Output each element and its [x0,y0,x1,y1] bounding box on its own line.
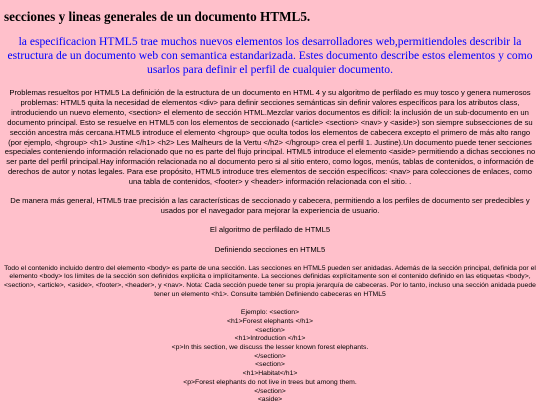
code-line: <section> [255,361,285,369]
code-line: <h1>Habitat</h1> [242,370,298,378]
problems-paragraph: Problemas resueltos por HTML5 La definición de la estructura de un documento en HTML 4 y su algoritmo de perfilado es muy tosco y genera numerosos problemas: HTML5 quita la necesidad de elementos <div> para definir secciones semánticas sin definir valores específicos para los atributos class, introduciendo un nuevo elemento, <section> el elemento de sección HTML.Mezclar varios documentos es difícil: la inclusión de un sub-documento en un documento principal. Esto se resuelve en HTML5 con los elementos de seccionado (<article> <section> <nav> y <aside>) son siempre subsecciones de su sección ancestra más cercana.HTML5 introduce el elemento <hgroup> que oculta todos los elementos de cabecera excepto el primero de más alto rango (por ejemplo, <hgroup> <h1> Justine </h1> <h2> Les Malheurs de la Vertu </h2> </hgroup> crea el perfil 1. Justine).Un documento puede tener secciones especiales conteniendo información relacionado que no es parte del flujo principal. HTML5 introduce el elemento <aside> permitiendo a dichas secciones no ser parte del perfil principal.Hay información relacionada no al documento pero si al sitio entero, como logos, menús, tablas de contenidos, o información de derechos de autor y notas legales. Para ese propósito, HTML5 introduce tres elementos de sección específicos: <nav> para colecciones de enlaces, como una tabla de contenidos, <footer> y <header> información relacionada con el sitio. . [4,88,536,187]
sections-paragraph: Todo el contenido incluido dentro del elemento <body> es parte de una sección. Las secciones en HTML5 pueden ser anidadas. Además de la sección principal, definida por el elemento <body> los límites de la sección son definidos explícita o implícitamente. La secciones definidas explícitamente son el contenido definido en las etiquetas <body>, <section>, <article>, <aside>, <footer>, <header>, y <nav>. Nota: Cada sección puede tener su propia jerarquía de cabeceras. Por lo tanto, incluso una sección anidada puede tener un elemento <h1>. Consulte también Definiendo cabeceras en HTML5 [4,264,536,298]
code-line: Ejemplo: <section> [240,309,300,317]
example-code-block [4,309,536,405]
code-line: </section> [254,352,286,360]
intro-paragraph: la especificacion HTML5 trae muchos nuevos elementos los desarrolladores web,permitiendoles describir la estructura de un documento web con semantica estandarizada. Estes documento describe estos elementos y como usarlos para definir el perfil de cualquier documento. [7,35,533,76]
page-title: secciones y lineas generales de un documento HTML5. [4,9,311,24]
defining-sections-heading: Definiendo secciones en HTML5 [214,244,326,254]
general-paragraph: De manera más general, HTML5 trae precisión a las características de seccionado y cabecera, permitiendo a los perfiles de documento ser predecibles y usados por el navegador para mejorar la experiencia de usuario. [10,196,530,215]
code-line: <h1>Forest elephants </h1> [227,317,313,325]
code-line: <h1>Introduction </h1> [234,335,306,343]
code-line: <p>Forest elephants do not live in trees but among them. [183,378,357,386]
code-line: <p>In this section, we discuss the lesser known forest elephants. [171,344,369,352]
code-line: <section> [255,326,285,334]
page-content [0,9,540,405]
code-line: </section> [254,387,286,395]
code-line: <aside> [257,396,283,404]
algorithm-heading: El algoritmo de perfilado de HTML5 [209,224,331,234]
